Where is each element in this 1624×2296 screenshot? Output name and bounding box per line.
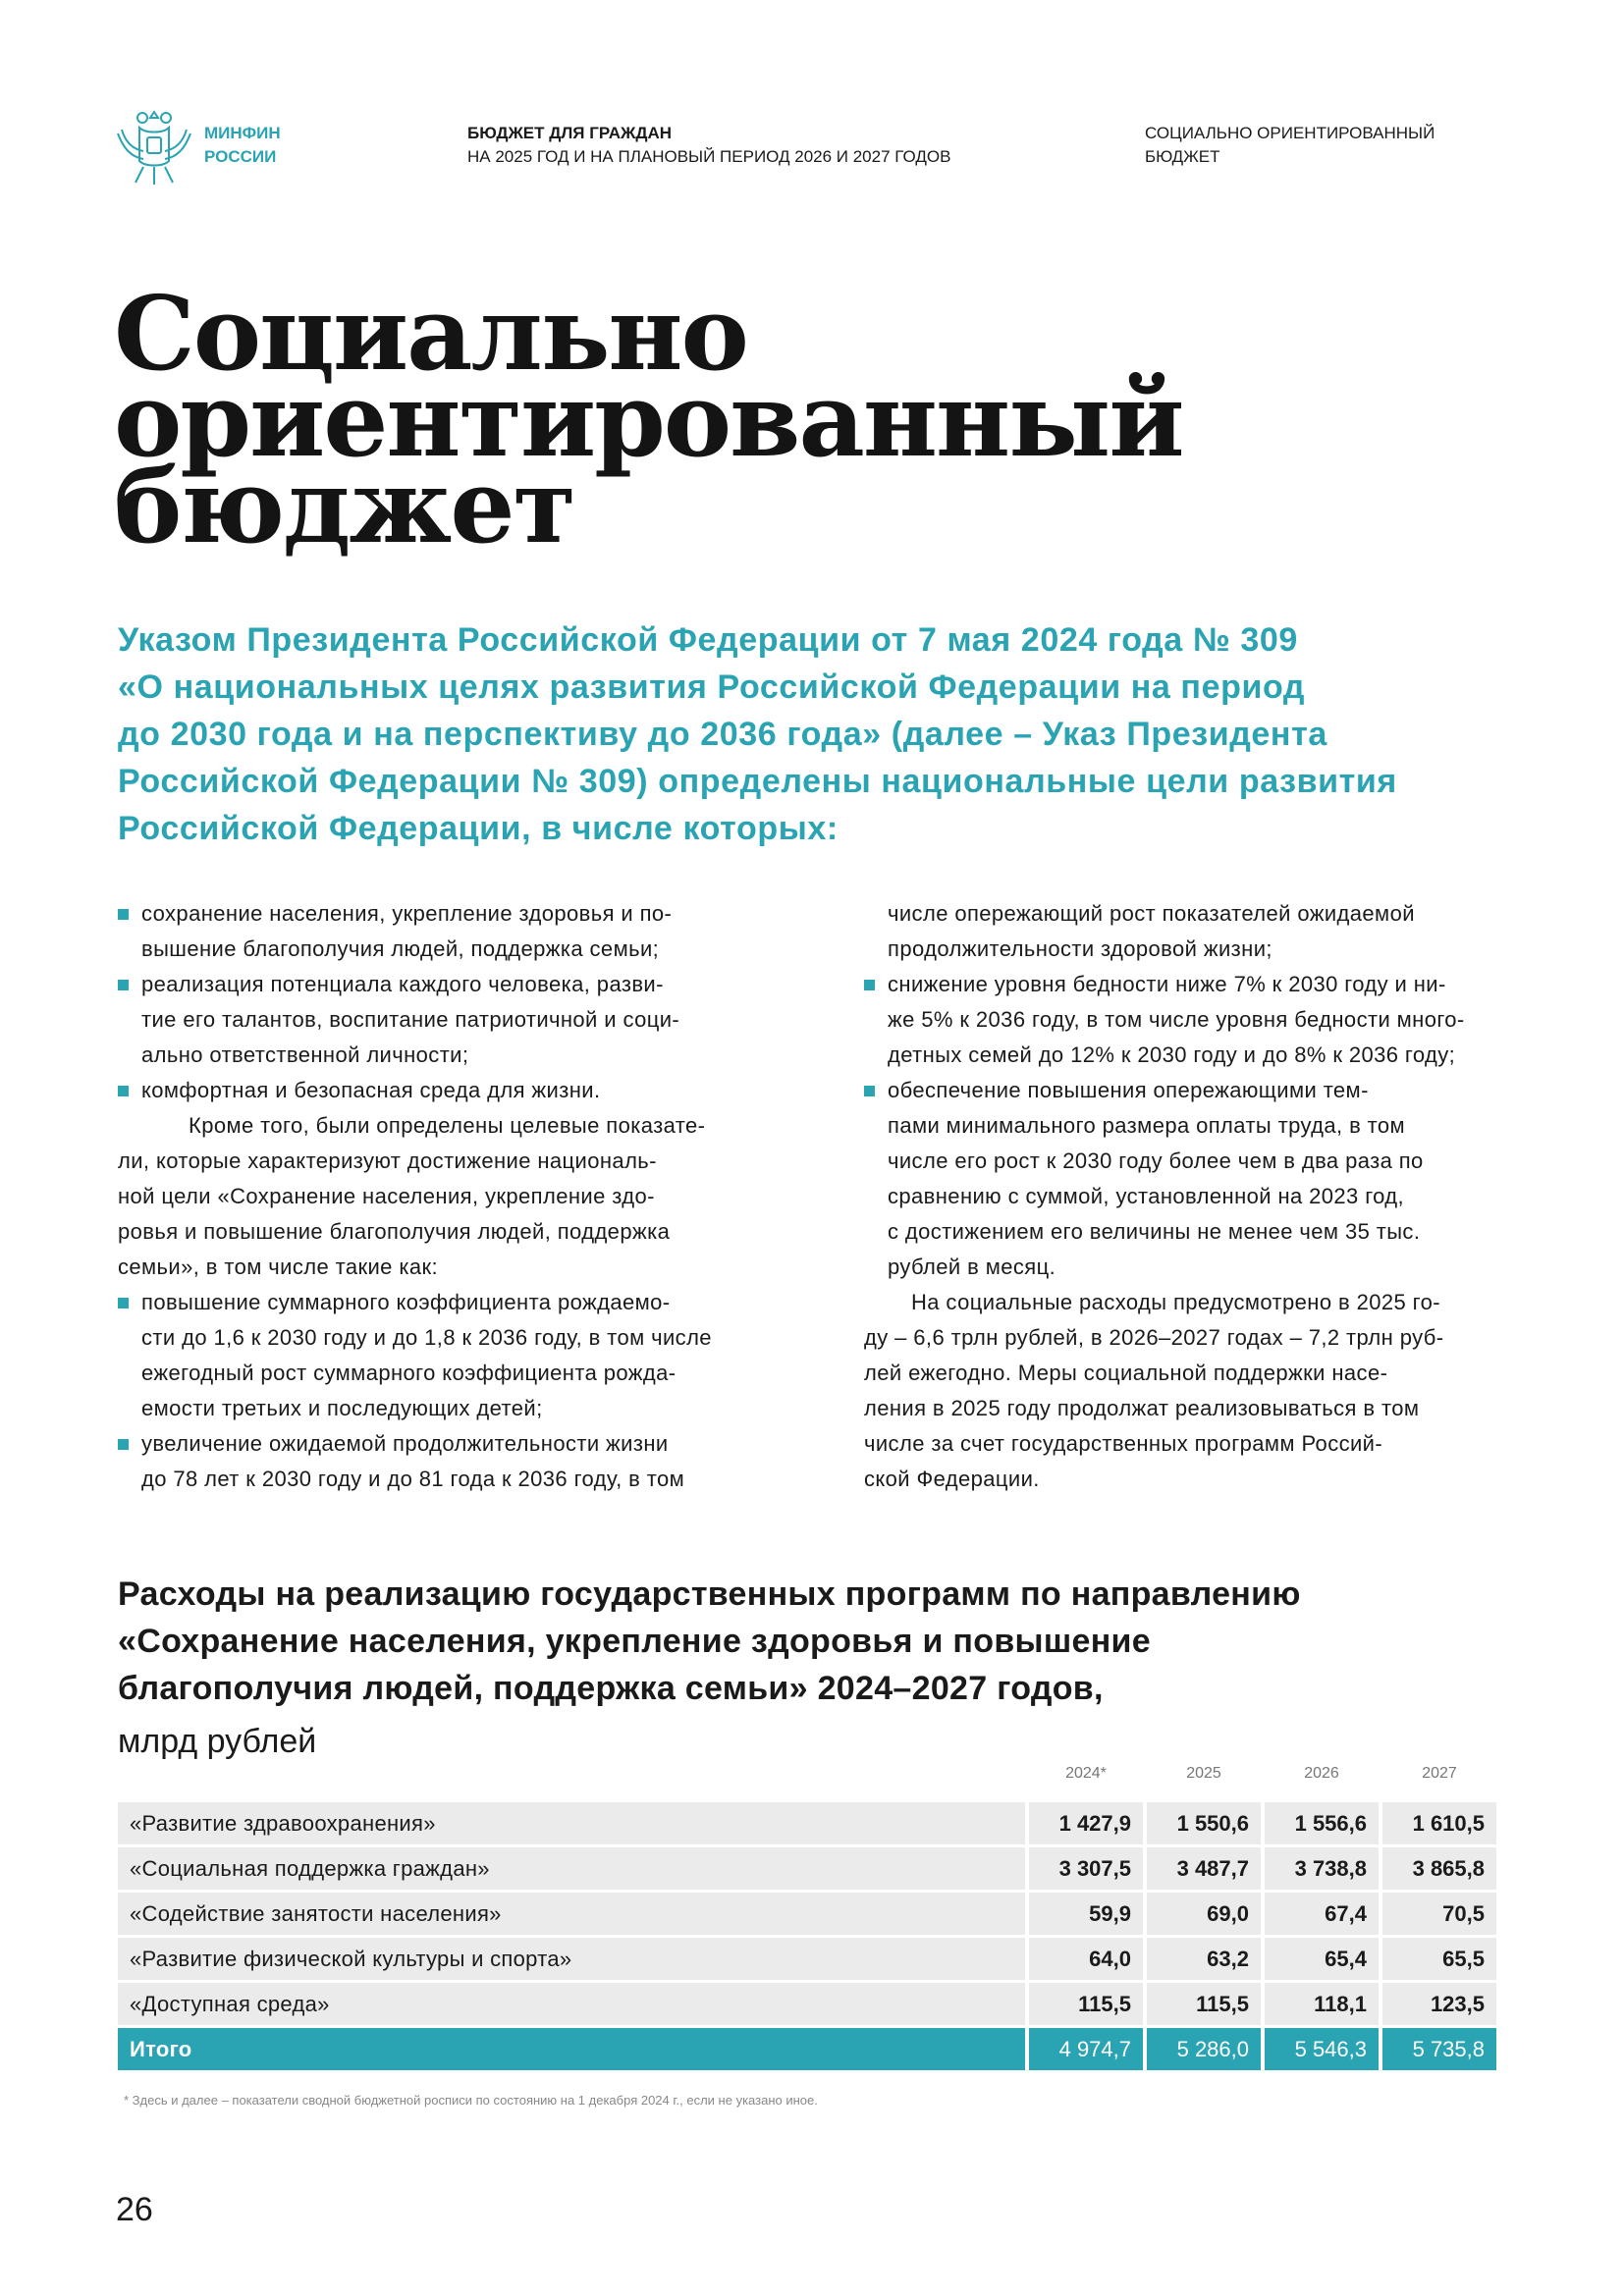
- program-name: «Социальная поддержка граждан»: [118, 1847, 1025, 1890]
- bullet-item-cont: пами минимального размера оплаты труда, в том: [888, 1113, 1406, 1138]
- table-row: [118, 1893, 1498, 1935]
- lead-line: Российской Федерации № 309) определены национальные цели развития: [118, 763, 1397, 800]
- paragraph-line: Кроме того, были определены целевые показате-: [189, 1113, 706, 1138]
- total-value-cell: 5 546,3: [1265, 2028, 1379, 2070]
- bullet-item-cont: емости третьих и последующих детей;: [141, 1396, 543, 1420]
- page-title-line: ориентированный: [114, 359, 1183, 480]
- bullet-item-cont: числе опережающий рост показателей ожидаемой: [888, 901, 1415, 926]
- value-cell: 64,0: [1029, 1938, 1143, 1980]
- bullet-item: сохранение населения, укрепление здоровья и по-: [118, 896, 778, 932]
- value-cell: 3 738,8: [1265, 1847, 1379, 1890]
- bullet-item: реализация потенциала каждого человека, разви-: [118, 967, 778, 1002]
- paragraph-line: лей ежегодно. Меры социальной поддержки насе-: [864, 1361, 1388, 1385]
- value-cell: 123,5: [1382, 1983, 1496, 2025]
- section-header-line-1: СОЦИАЛЬНО ОРИЕНТИРОВАННЫЙ: [1145, 124, 1435, 142]
- paragraph-line: ли, которые характеризуют достижение националь-: [118, 1148, 657, 1173]
- org-name-line-2: РОССИИ: [204, 147, 277, 166]
- program-name: «Развитие здравоохранения»: [118, 1802, 1025, 1844]
- page-title-line: Социально: [114, 273, 747, 394]
- value-cell: 63,2: [1147, 1938, 1261, 1980]
- paragraph-line: ной цели «Сохранение населения, укрепление здо-: [118, 1184, 655, 1208]
- bullet-item-cont: сравнению с суммой, установленной на 2023 год,: [888, 1184, 1405, 1208]
- table-unit: млрд рублей: [118, 1723, 317, 1760]
- eagle-emblem-icon: [116, 104, 192, 187]
- value-cell: 115,5: [1029, 1983, 1143, 2025]
- bullet-item: повышение суммарного коэффициента рождаемо-: [118, 1285, 778, 1320]
- value-cell: 65,5: [1382, 1938, 1496, 1980]
- bullet-item: обеспечение повышения опережающими тем-: [864, 1073, 1494, 1108]
- table-footnote: * Здесь и далее – показатели сводной бюджетной росписи по состоянию на 1 декабря 2024 г., если не указано иное.: [124, 2093, 818, 2108]
- lead-paragraph: [118, 616, 1492, 852]
- paragraph-line: ления в 2025 году продолжат реализовываться в том: [864, 1396, 1420, 1420]
- paragraph-line: ской Федерации.: [864, 1467, 1040, 1491]
- total-label: Итого: [118, 2028, 1025, 2070]
- bullet-item: снижение уровня бедности ниже 7% к 2030 году и ни-: [864, 967, 1494, 1002]
- table-row: [118, 1938, 1498, 1980]
- program-name: «Развитие физической культуры и спорта»: [118, 1938, 1025, 1980]
- value-cell: 118,1: [1265, 1983, 1379, 2025]
- page-title: [114, 273, 1390, 566]
- bullet-item-cont: ежегодный рост суммарного коэффициента рожда-: [141, 1361, 677, 1385]
- bullet-item-cont: сти до 1,6 к 2030 году и до 1,8 к 2036 году, в том числе: [141, 1325, 712, 1350]
- bullet-item-cont: рублей в месяц.: [888, 1255, 1056, 1279]
- value-cell: 1 550,6: [1147, 1802, 1261, 1844]
- lead-line: до 2030 года и на перспективу до 2036 года» (далее – Указ Президента: [118, 716, 1327, 753]
- value-cell: 59,9: [1029, 1893, 1143, 1935]
- lead-line: Российской Федерации, в числе которых:: [118, 810, 839, 847]
- value-cell: 65,4: [1265, 1938, 1379, 1980]
- value-cell: 3 307,5: [1029, 1847, 1143, 1890]
- document-title: БЮДЖЕТ ДЛЯ ГРАЖДАН: [467, 124, 673, 142]
- paragraph-line: ровья и повышение благополучия людей, поддержка: [118, 1219, 671, 1244]
- program-name: «Доступная среда»: [118, 1983, 1025, 2025]
- year-label: 2024*: [1065, 1765, 1107, 1782]
- table-row: [118, 1983, 1498, 2025]
- bullet-item-cont: детных семей до 12% к 2030 году и до 8% к 2036 году;: [888, 1042, 1456, 1067]
- value-cell: 3 487,7: [1147, 1847, 1261, 1890]
- year-label: 2025: [1186, 1765, 1221, 1782]
- bullet-item-cont: ально ответственной личности;: [141, 1042, 469, 1067]
- table-title-line: Расходы на реализацию государственных программ по направлению: [118, 1575, 1301, 1613]
- value-cell: 115,5: [1147, 1983, 1261, 2025]
- org-name: [204, 122, 281, 169]
- bullet-item-cont: продолжительности здоровой жизни;: [888, 936, 1272, 961]
- document-header: [467, 122, 950, 169]
- bullet-item: комфортная и безопасная среда для жизни.: [118, 1073, 778, 1108]
- total-value-cell: 5 735,8: [1382, 2028, 1496, 2070]
- value-cell: 1 610,5: [1382, 1802, 1496, 1844]
- document-subtitle: НА 2025 ГОД И НА ПЛАНОВЫЙ ПЕРИОД 2026 И 2027 ГОДОВ: [467, 147, 951, 166]
- bullet-item-cont: до 78 лет к 2030 году и до 81 года к 2036 году, в том: [141, 1467, 685, 1491]
- paragraph-line: ду – 6,6 трлн рублей, в 2026–2027 годах – 7,2 трлн руб-: [864, 1325, 1444, 1350]
- year-label: 2026: [1304, 1765, 1339, 1782]
- section-header: [1145, 122, 1518, 169]
- value-cell: 1 556,6: [1265, 1802, 1379, 1844]
- table-title: [118, 1571, 1492, 1712]
- table-row: [118, 1802, 1498, 1844]
- value-cell: 67,4: [1265, 1893, 1379, 1935]
- bullet-item-cont: числе его рост к 2030 году более чем в два раза по: [888, 1148, 1424, 1173]
- bullet-item-cont: с достижением его величины не менее чем 35 тыс.: [888, 1219, 1421, 1244]
- page-number: 26: [116, 2191, 153, 2228]
- paragraph-line: числе за счет государственных программ Россий-: [864, 1431, 1383, 1456]
- table-title-line: благополучия людей, поддержка семьи» 2024–2027 годов,: [118, 1670, 1104, 1707]
- table-row: [118, 1847, 1498, 1890]
- bullet-item-cont: вышение благополучия людей, поддержка семьи;: [141, 936, 660, 961]
- value-cell: 70,5: [1382, 1893, 1496, 1935]
- total-value-cell: 4 974,7: [1029, 2028, 1143, 2070]
- paragraph-line: семьи», в том числе такие как:: [118, 1255, 439, 1279]
- org-name-line-1: МИНФИН: [204, 124, 281, 142]
- total-value-cell: 5 286,0: [1147, 2028, 1261, 2070]
- value-cell: 3 865,8: [1382, 1847, 1496, 1890]
- table-total-row: [118, 2028, 1498, 2070]
- program-name: «Содействие занятости населения»: [118, 1893, 1025, 1935]
- paragraph-line: На социальные расходы предусмотрено в 2025 го-: [911, 1290, 1440, 1314]
- body-column-right: [864, 896, 1494, 1497]
- bullet-item-cont: же 5% к 2036 году, в том числе уровня бедности много-: [888, 1007, 1465, 1032]
- value-cell: 1 427,9: [1029, 1802, 1143, 1844]
- bullet-item-cont: тие его талантов, воспитание патриотичной и соци-: [141, 1007, 680, 1032]
- section-header-line-2: БЮДЖЕТ: [1145, 147, 1220, 166]
- lead-line: «О национальных целях развития Российской Федерации на период: [118, 668, 1306, 706]
- page-title-line: бюджет: [114, 446, 574, 566]
- lead-line: Указом Президента Российской Федерации от 7 мая 2024 года № 309: [118, 621, 1298, 659]
- table-title-line: «Сохранение населения, укрепление здоровья и повышение: [118, 1623, 1151, 1660]
- expenditure-table: [118, 1802, 1498, 2073]
- table-year-header: [118, 1765, 1498, 1794]
- value-cell: 69,0: [1147, 1893, 1261, 1935]
- bullet-item: увеличение ожидаемой продолжительности жизни: [118, 1426, 778, 1462]
- body-column-left: [118, 896, 778, 1497]
- year-label: 2027: [1422, 1765, 1457, 1782]
